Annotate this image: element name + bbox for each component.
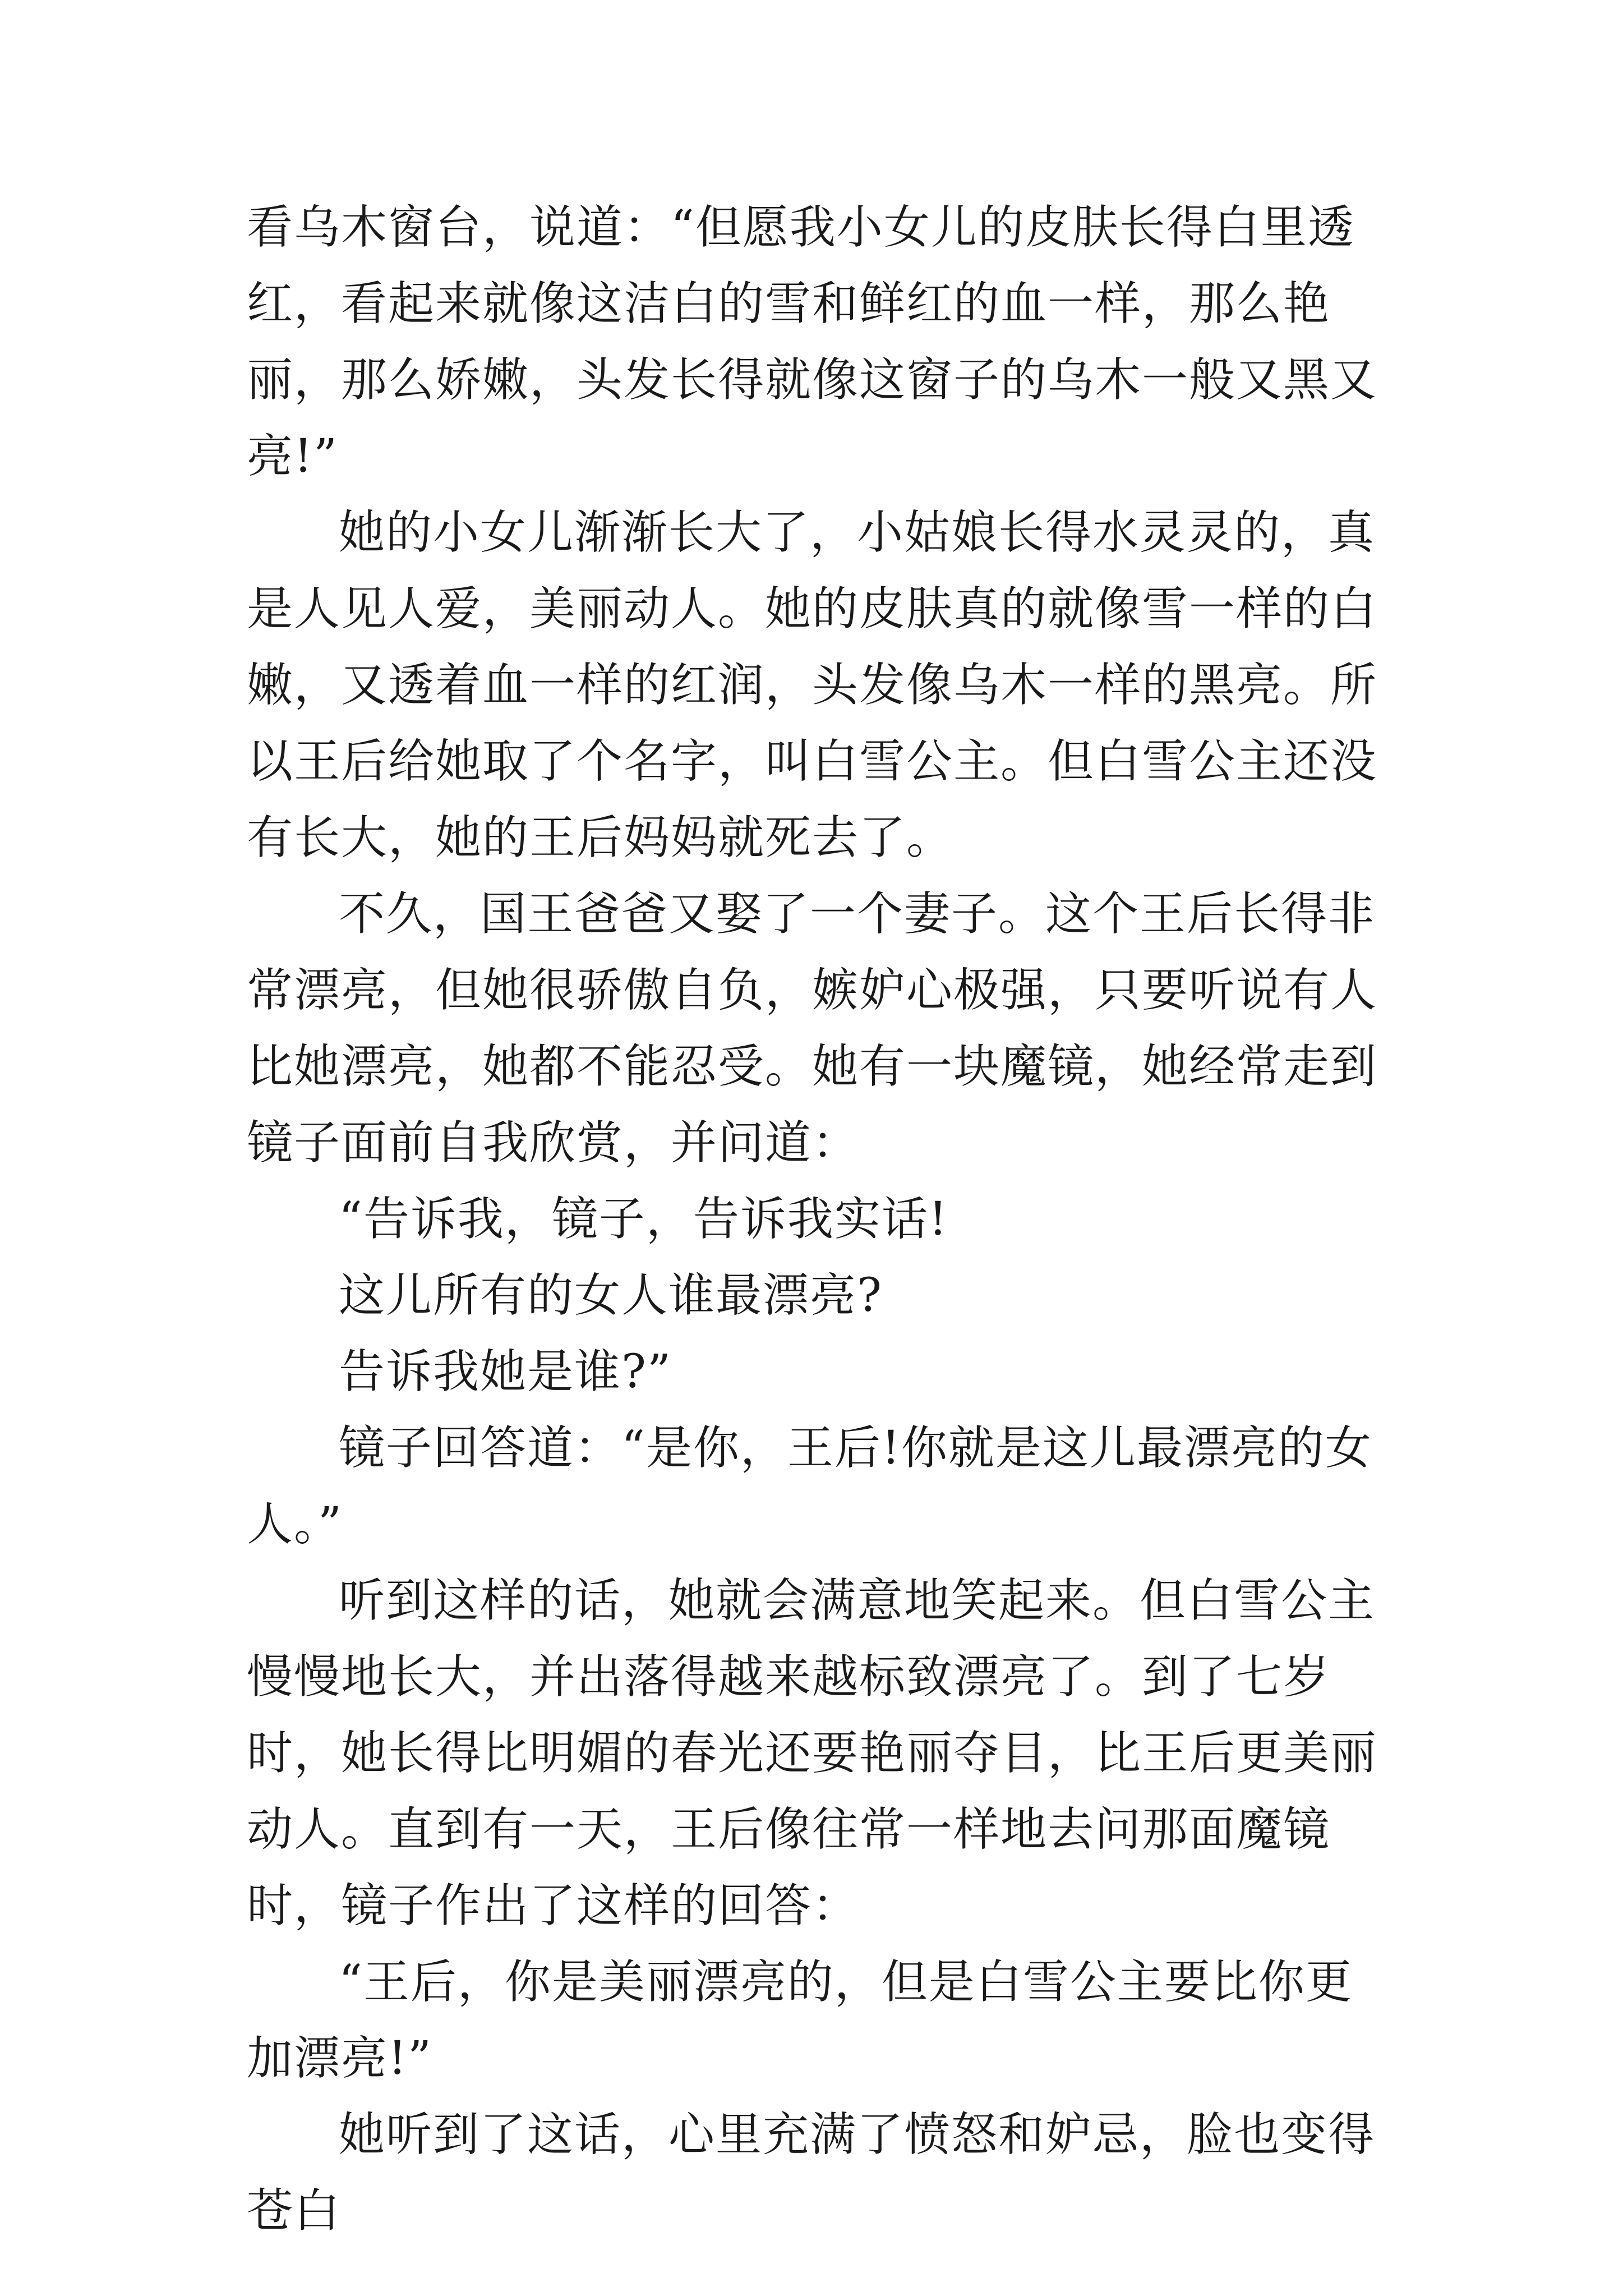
verse-line-3: 告诉我她是谁?” bbox=[339, 1345, 672, 1398]
paragraph-snow-white-grows: 听到这样的话，她就会满意地笑起来。但白雪公主慢慢地长大，并出落得越来越标致漂亮了。到了七岁时，她长得比明媚的春光还要艳丽夺目，比王后更美丽动人。直到有一天，王后像往常一样地去问那面魔镜时，镜子作出了这样的回答： bbox=[247, 1574, 1378, 1932]
paragraph-daughter-grows: 她的小女儿渐渐长大了，小姑娘长得水灵灵的，真是人见人爱，美丽动人。她的皮肤真的就像雪一样的白嫩，又透着血一样的红润，头发像乌木一样的黑亮。所以王后给她取了个名字，叫白雪公主。但白雪公主还没有长大，她的王后妈妈就死去了。 bbox=[247, 506, 1378, 864]
paragraph-new-queen: 不久，国王爸爸又娶了一个妻子。这个王后长得非常漂亮，但她很骄傲自负，嫉妒心极强，只要听说有人比她漂亮，她都不能忍受。她有一块魔镜，她经常走到镜子面前自我欣赏，并问道： bbox=[247, 887, 1378, 1170]
paragraph-mirror-answer: 镜子回答道：“是你，王后!你就是这儿最漂亮的女人。” bbox=[247, 1421, 1372, 1551]
paragraph-continuation: 看乌木窗台，说道：“但愿我小女儿的皮肤长得白里透红，看起来就像这洁白的雪和鲜红的血一样，那么艳丽，那么娇嫩，头发长得就像这窗子的乌木一般又黑又亮!” bbox=[247, 201, 1378, 483]
verse-line-2: 这儿所有的女人谁最漂亮? bbox=[339, 1269, 883, 1322]
paragraph-mirror-new-answer: “王后，你是美丽漂亮的，但是白雪公主要比你更加漂亮!” bbox=[247, 1955, 1353, 2085]
paragraph-queen-angry: 她听到了这话，心里充满了愤怒和妒忌，脸也变得苍白 bbox=[247, 2108, 1376, 2238]
verse-line-1: “告诉我，镜子，告诉我实话! bbox=[339, 1193, 948, 1246]
body-text bbox=[247, 190, 1391, 2249]
